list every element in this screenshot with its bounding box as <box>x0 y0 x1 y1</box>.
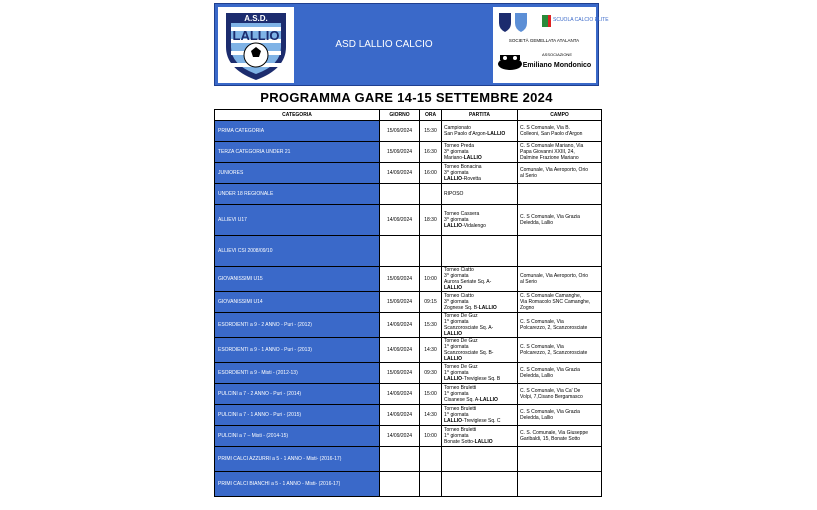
cell-categoria: GIOVANISSIMI U15 <box>215 267 380 292</box>
cell-categoria: PULCINI a 7 – Misti - (2014-15) <box>215 426 380 447</box>
cell-campo <box>518 363 602 384</box>
field-line: Deledda, Lallio <box>520 373 554 379</box>
match-line: Torneo Ciatto <box>444 267 474 273</box>
cell-ora: 10:00 <box>420 267 442 292</box>
cell-giorno <box>380 472 420 497</box>
cell-ora <box>420 236 442 267</box>
cell-partita <box>442 363 518 384</box>
logo-name: LALLIO <box>232 28 280 43</box>
opponent: -Vidalengo <box>462 223 486 229</box>
cell-ora <box>420 472 442 497</box>
cell-categoria: PRIMA CATEGORIA <box>215 121 380 142</box>
schedule-table <box>214 109 602 497</box>
cell-partita <box>442 142 518 163</box>
cell-giorno: 14/09/2024 <box>380 313 420 338</box>
cell-ora <box>420 184 442 205</box>
table-row <box>215 472 602 497</box>
match-line: Campionato <box>444 125 471 131</box>
match-line: Scanzorosciate Sq. B- <box>444 350 494 356</box>
field-line: C. S Comunale, Via <box>520 319 564 325</box>
cell-ora: 14:30 <box>420 405 442 426</box>
cell-categoria: ESORDIENTI a 9 - 1 ANNO - Puri - (2013) <box>215 338 380 363</box>
cell-giorno: 14/09/2024 <box>380 426 420 447</box>
field-line: Via Romacolo SNC Camanghe, <box>520 299 591 305</box>
match-line: Cisanese Sq. A- <box>444 397 480 403</box>
cell-campo <box>518 313 602 338</box>
field-line: Garibaldi, 15, Bonate Sotto <box>520 436 581 442</box>
team-lallio: LALLIO <box>444 418 463 424</box>
table-header-row <box>215 110 602 121</box>
cell-partita <box>442 426 518 447</box>
cell-ora <box>420 447 442 472</box>
team-lallio: LALLIO <box>487 131 506 137</box>
table-row <box>215 121 602 142</box>
logo-text: A.S.D. <box>244 14 268 23</box>
table-row <box>215 313 602 338</box>
cell-campo <box>518 205 602 236</box>
field-line: C. S Comunale, Via Grazia <box>520 409 580 415</box>
cell-partita <box>442 205 518 236</box>
team-lallio: LALLIO <box>444 376 463 382</box>
match-line: Zognese Sq. B- <box>444 305 479 311</box>
field-line: Zogno <box>520 305 535 311</box>
cell-ora: 16:00 <box>420 163 442 184</box>
cell-partita <box>442 384 518 405</box>
match-line: 3^ giornata <box>444 149 469 155</box>
field-line: Papa Giovanni XXIII, 24, <box>520 149 575 155</box>
team-lallio: LALLIO <box>444 285 463 291</box>
match-line: Torneo Bruletti <box>444 427 477 433</box>
cell-campo <box>518 384 602 405</box>
field-line: Volpi, 7,Cisano Bergamasco <box>520 394 583 400</box>
cell-giorno <box>380 236 420 267</box>
cell-campo <box>518 184 602 205</box>
opponent: -Treviglese Sq. C <box>462 418 501 424</box>
cell-ora: 15:00 <box>420 384 442 405</box>
match-line: 1^ giornata <box>444 433 469 439</box>
field-line: C. S Comunale, Via <box>520 344 564 350</box>
cell-giorno: 15/09/2024 <box>380 267 420 292</box>
field-line: Comunale, Via Aeroporto, Orio <box>520 167 589 173</box>
scuola-calcio-text: SCUOLA CALCIO ELITE <box>553 17 609 23</box>
table-row <box>215 405 602 426</box>
cell-campo <box>518 142 602 163</box>
cell-partita <box>442 292 518 313</box>
cell-partita <box>442 184 518 205</box>
cell-campo <box>518 163 602 184</box>
cell-campo <box>518 267 602 292</box>
field-line: C. S Comunale Mariano, Via <box>520 143 584 149</box>
column-header-campo: CAMPO <box>518 110 602 121</box>
team-lallio: LALLIO <box>478 305 497 311</box>
field-line: Polcarezzo, 2, Scanzorosciate <box>520 325 588 331</box>
column-header-ora: ORA <box>420 110 442 121</box>
cell-ora: 14:30 <box>420 338 442 363</box>
cell-ora: 09:30 <box>420 363 442 384</box>
cell-campo <box>518 472 602 497</box>
field-line: C. S Comunale, Via Grazia <box>520 214 580 220</box>
team-lallio: LALLIO <box>444 356 463 362</box>
match-line: Mariano- <box>444 155 464 161</box>
match-line: Torneo Bruletti <box>444 406 477 412</box>
cell-categoria: TERZA CATEGORIA UNDER 21 <box>215 142 380 163</box>
cell-campo <box>518 447 602 472</box>
cell-categoria: GIOVANISSIMI U14 <box>215 292 380 313</box>
field-line: C. S Comunale Camanghe, <box>520 293 582 299</box>
cell-giorno <box>380 184 420 205</box>
column-header-giorno: GIORNO <box>380 110 420 121</box>
cell-giorno: 15/09/2024 <box>380 121 420 142</box>
atalanta-badge-icon <box>499 13 511 32</box>
cell-giorno: 14/09/2024 <box>380 405 420 426</box>
field-line: al Serio <box>520 279 537 285</box>
cell-categoria: ESORDIENTI a 9 - 2 ANNO - Puri - (2012) <box>215 313 380 338</box>
match-line: Torneo De Guz <box>444 313 478 319</box>
match-line: 1^ giornata <box>444 319 469 325</box>
cell-giorno: 15/09/2024 <box>380 142 420 163</box>
header-title: ASD LALLIO CALCIO <box>335 39 433 50</box>
cell-partita <box>442 267 518 292</box>
match-line: Torneo Bonacina <box>444 164 482 170</box>
field-line: Colleoni, San Paolo d'Argon <box>520 131 583 137</box>
column-header-categoria: CATEGORIA <box>215 110 380 121</box>
header-banner <box>214 3 609 86</box>
cell-categoria: PRIMI CALCI BIANCHI a 5 - 1 ANNO - Misti- (2016-17) <box>215 472 380 497</box>
cell-campo <box>518 236 602 267</box>
mondonico-portrait-icon <box>498 55 522 70</box>
table-row <box>215 292 602 313</box>
table-row <box>215 267 602 292</box>
cell-categoria: PRIMI CALCI AZZURRI a 5 - 1 ANNO - Misti- (2016-17) <box>215 447 380 472</box>
cell-ora: 09:15 <box>420 292 442 313</box>
match-line: 3^ giornata <box>444 299 469 305</box>
cell-partita <box>442 405 518 426</box>
match-line: 1^ giornata <box>444 370 469 376</box>
field-line: C. S Comunale, Via B. <box>520 125 570 131</box>
cell-categoria: ALLIEVI U17 <box>215 205 380 236</box>
match-line: 1^ giornata <box>444 412 469 418</box>
field-line: Deledda, Lallio <box>520 415 554 421</box>
field-line: C. S Comunale, Via Ca' De <box>520 388 581 394</box>
match-line: 3^ giornata <box>444 170 469 176</box>
field-line: Deledda, Lallio <box>520 220 554 226</box>
cell-campo <box>518 121 602 142</box>
match-line: 3^ giornata <box>444 217 469 223</box>
opponent: -Treviglese Sq. B <box>462 376 501 382</box>
cell-giorno: 15/09/2024 <box>380 363 420 384</box>
cell-categoria: PULCINI a 7 - 2 ANNO - Puri - (2014) <box>215 384 380 405</box>
match-line: Torneo De Guz <box>444 338 478 344</box>
cell-giorno: 14/09/2024 <box>380 338 420 363</box>
match-line: San Paolo d'Argon- <box>444 131 488 137</box>
field-line: al Serio <box>520 173 537 179</box>
cell-partita <box>442 121 518 142</box>
table-row <box>215 447 602 472</box>
column-header-partita: PARTITA <box>442 110 518 121</box>
cell-ora: 15:30 <box>420 313 442 338</box>
cell-ora: 10:00 <box>420 426 442 447</box>
field-line: C. S. Comunale, Via Giuseppe <box>520 430 589 436</box>
shield-badge-icon <box>515 13 527 32</box>
match-line: Torneo Preda <box>444 143 475 149</box>
page-title: PROGRAMMA GARE 14-15 SETTEMBRE 2024 <box>260 90 553 105</box>
cell-partita <box>442 338 518 363</box>
association-name: Emiliano Mondonico <box>522 62 592 69</box>
match-line: Torneo Ciatto <box>444 293 474 299</box>
cell-categoria: JUNIORES <box>215 163 380 184</box>
cell-campo <box>518 338 602 363</box>
match-line: 1^ giornata <box>444 344 469 350</box>
cell-campo <box>518 426 602 447</box>
field-line: Comunale, Via Aeroporto, Orio <box>520 273 589 279</box>
table-row <box>215 163 602 184</box>
partner-text: SOCIETÀ GEMELLATA ATALANTA <box>508 38 580 43</box>
match-line: 3^ giornata <box>444 273 469 279</box>
table-row <box>215 384 602 405</box>
cell-giorno <box>380 447 420 472</box>
field-line: C. S Comunale, Via Grazia <box>520 367 580 373</box>
association-label: ASSOCIAZIONE <box>541 52 573 57</box>
team-lallio: LALLIO <box>479 397 498 403</box>
team-lallio: LALLIO <box>474 439 493 445</box>
match-line: Scanzorosciate Sq. A- <box>444 325 494 331</box>
field-line: Polcarezzo, 2, Scanzorosciate <box>520 350 588 356</box>
cell-giorno: 14/09/2024 <box>380 163 420 184</box>
cell-partita <box>442 236 518 267</box>
match-line: Aurora Seriate Sq. A- <box>444 279 492 285</box>
cell-partita <box>442 313 518 338</box>
match-line: 1^ giornata <box>444 391 469 397</box>
match-line: RIPOSO <box>444 191 464 197</box>
table-row <box>215 426 602 447</box>
match-line: Torneo Cassera <box>444 211 480 217</box>
cell-giorno: 14/09/2024 <box>380 205 420 236</box>
cell-giorno: 14/09/2024 <box>380 384 420 405</box>
table-row <box>215 363 602 384</box>
cell-partita <box>442 472 518 497</box>
match-line: Bonate Sotto- <box>444 439 475 445</box>
cell-ora: 15:30 <box>420 121 442 142</box>
field-line: Dalmine Frazione Mariano <box>520 155 579 161</box>
cell-partita <box>442 447 518 472</box>
table-row <box>215 205 602 236</box>
cell-categoria: UNDER 18 REGIONALE <box>215 184 380 205</box>
cell-ora: 16:30 <box>420 142 442 163</box>
opponent: -Rovetta <box>462 176 481 182</box>
cell-giorno: 15/09/2024 <box>380 292 420 313</box>
team-lallio: LALLIO <box>444 223 463 229</box>
cell-ora: 18:30 <box>420 205 442 236</box>
table-row <box>215 236 602 267</box>
team-lallio: LALLIO <box>463 155 482 161</box>
table-row <box>215 184 602 205</box>
team-lallio: LALLIO <box>444 331 463 337</box>
table-row <box>215 338 602 363</box>
cell-categoria: ALLIEVI CSI 2008/09/10 <box>215 236 380 267</box>
partner-logos <box>493 7 609 83</box>
cell-campo <box>518 292 602 313</box>
cell-campo <box>518 405 602 426</box>
cell-categoria: ESORDIENTI a 9 - Misti - (2012-13) <box>215 363 380 384</box>
club-logo <box>218 7 294 83</box>
cell-categoria: PULCINI a 7 - 1 ANNO - Puri - (2015) <box>215 405 380 426</box>
cell-partita <box>442 163 518 184</box>
match-line: Torneo De Guz <box>444 364 478 370</box>
team-lallio: LALLIO <box>444 176 463 182</box>
match-line: Torneo Bruletti <box>444 385 477 391</box>
table-row <box>215 142 602 163</box>
